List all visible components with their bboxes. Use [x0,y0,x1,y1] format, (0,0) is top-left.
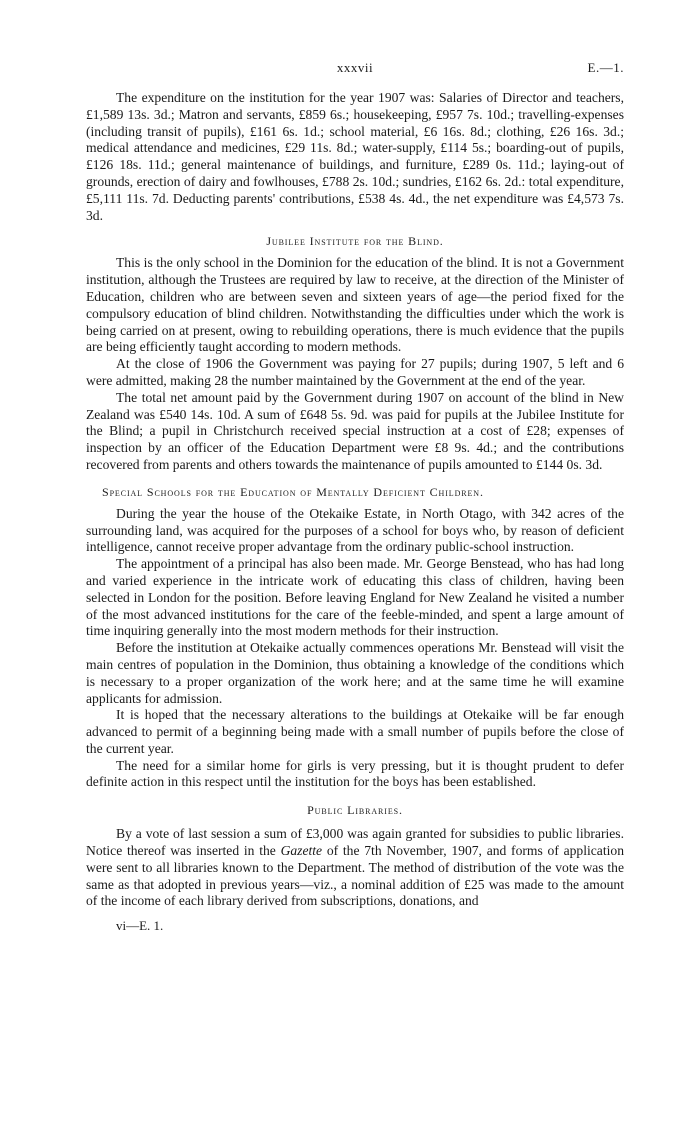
document-reference: E.—1. [587,60,624,75]
special-paragraph-2: The appointment of a principal has also been made. Mr. George Benstead, who has had long and varied experience in the intricate work of educating this class of children, having been selected in London for the position. Before leaving England for New Zealand he visited a number of the most advanced institutions for the care of the feeble-minded, and spent a large amount of time inquiring generally into the most modern methods for their instruction. [86,556,624,639]
page-header [86,58,624,80]
section-heading-public-libraries: Public Libraries. [307,803,403,818]
blind-paragraph-2: At the close of 1906 the Government was paying for 27 pupils; during 1907, 5 left and 6 were admitted, making 28 the number maintained by the Government at the end of the year. [86,356,624,388]
libraries-paragraph-1 [86,826,624,910]
blind-paragraph-3: The total net amount paid by the Government during 1907 on account of the blind in New Zealand was £540 14s. 10d. A sum of £648 5s. 9d. was paid for pupils at the Jubilee Institute for the Blind; a pupil in Christchurch received special instruction at a cost of £28; expenses of inspection by an officer of the Education Department were £8 9s. 4d.; and the contributions recovered from parents and others towards the maintenance of pupils amounted to £144 0s. 3d. [86,389,624,472]
blind-paragraph-1: This is the only school in the Dominion for the education of the blind. It is not a Government institution, although the Trustees are required by law to receive, at the direction of the Minister of Education, children who are between seven and sixteen years of age—the period fixed for the compulsory education of blind children. Notwithstanding the difficulties under which the work is being carried on at present, owing to rebuilding operations, there is much evidence that the pupils are being efficiently taught according to modern methods. [86,255,624,355]
special-paragraph-3: Before the institution at Otekaike actually commences operations Mr. Benstead will visit the main centres of population in the Dominion, thus obtaining a knowledge of the conditions which is necessary to a proper organization of the work here; and at the same time he will examine applicants for admission. [86,640,624,706]
special-paragraph-4: It is hoped that the necessary alterations to the buildings at Otekaike will be far enough advanced to permit of a beginning being made with a small number of pupils before the close of the current year. [86,707,624,756]
gazette-title: Gazette [280,843,323,859]
libraries-text-part-2: of the 7th November, 1907, and forms of application were sent to all libraries known to the Department. The method of distribution of the vote was the same as that adopted in previous years—viz., a nominal addition of £25 was made to the amount of the income of each library derived from subscriptions, donations, and [86,843,624,909]
special-paragraph-1: During the year the house of the Otekaike Estate, in North Otago, with 342 acres of the surrounding land, was acquired for the purposes of a school for boys who, by reason of deficient intelligence, cannot receive proper advantage from the ordinary public-school instruction. [86,505,624,555]
section-heading-blind: Jubilee Institute for the Blind. [266,234,444,249]
document-page [86,58,624,934]
libraries-text-part-1: By a vote of last session a sum of £3,000 was again granted for subsidies to public libraries. Notice thereof was inserted in the [86,826,624,859]
expenditure-paragraph: The expenditure on the institution for the year 1907 was: Salaries of Director and teachers, £1,589 13s. 3d.; Matron and servants, £859 6s.; housekeeping, £957 7s. 10d.; travelling-expenses (including transit of pupils), £161 6s. 1d.; school material, £6 16s. 8d.; clothing, £26 16s. 3d.; medical attendance and medicines, £29 11s. 8d.; water-supply, £114 5s.; boarding-out of pupils, £126 18s. 11d.; general maintenance of buildings, and furniture, £289 0s. 11d.; laying-out of grounds, erection of dairy and fowlhouses, £788 2s. 10d.; sundries, £162 6s. 2d.: total expenditure, £5,111 11s. 7d. Deducting parents' contributions, £538 4s. 4d., the net expenditure was £4,573 7s. 3d. [86,90,624,223]
section-heading-special-schools: Special Schools for the Education of Mentally Deficient Children. [102,484,484,499]
special-paragraph-5: The need for a similar home for girls is very pressing, but it is thought prudent to defer definite action in this respect until the institution for the boys has been established. [86,757,624,790]
page-number: xxxvii [336,60,374,75]
signature-mark: vi—E. 1. [116,918,164,934]
